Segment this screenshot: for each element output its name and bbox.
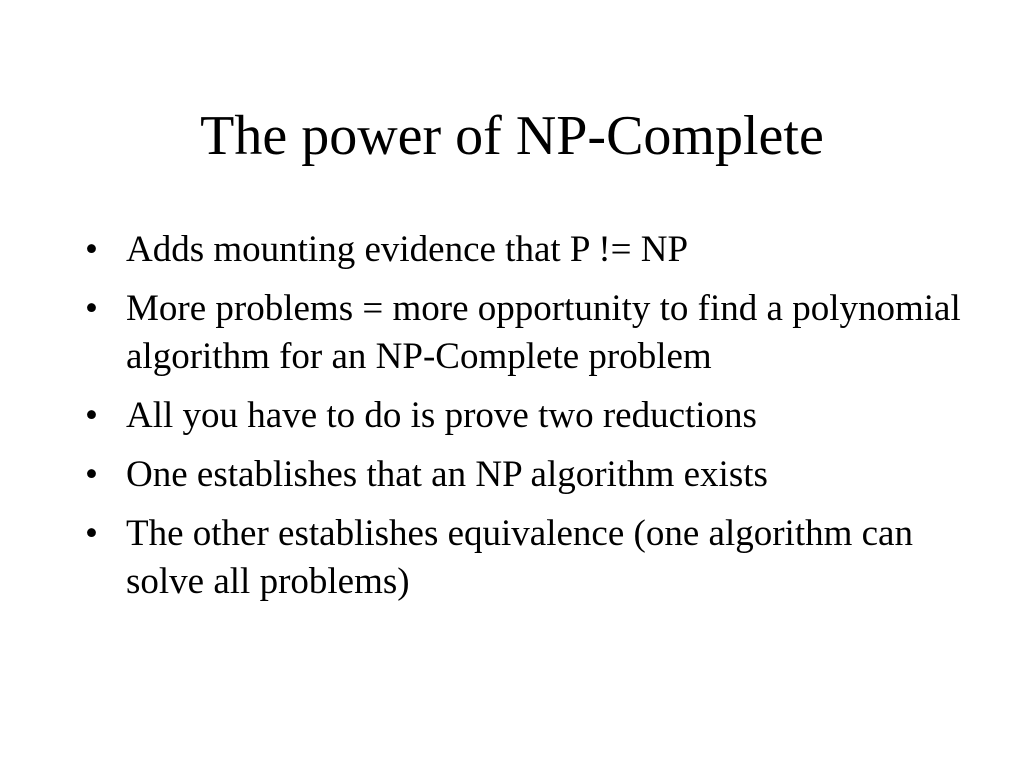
bullet-item [85,226,965,274]
bullet-item [85,392,965,440]
bullet-text: More problems = more opportunity to find a polynomial algorithm for an NP-Complete problem [126,288,961,377]
bullet-icon: • [85,288,98,329]
slide-title: The power of NP-Complete [200,105,824,167]
bullet-text: Adds mounting evidence that P != NP [126,229,689,270]
bullet-item [85,510,965,606]
bullet-icon: • [85,395,98,436]
bullet-icon: • [85,454,98,495]
bullet-list [85,226,965,617]
bullet-icon: • [85,513,98,554]
bullet-item [85,285,965,381]
bullet-text: One establishes that an NP algorithm exists [126,454,768,495]
bullet-text: The other establishes equivalence (one algorithm can solve all problems) [126,513,913,602]
bullet-text: All you have to do is prove two reductions [126,395,757,436]
bullet-icon: • [85,229,98,270]
bullet-item [85,451,965,499]
